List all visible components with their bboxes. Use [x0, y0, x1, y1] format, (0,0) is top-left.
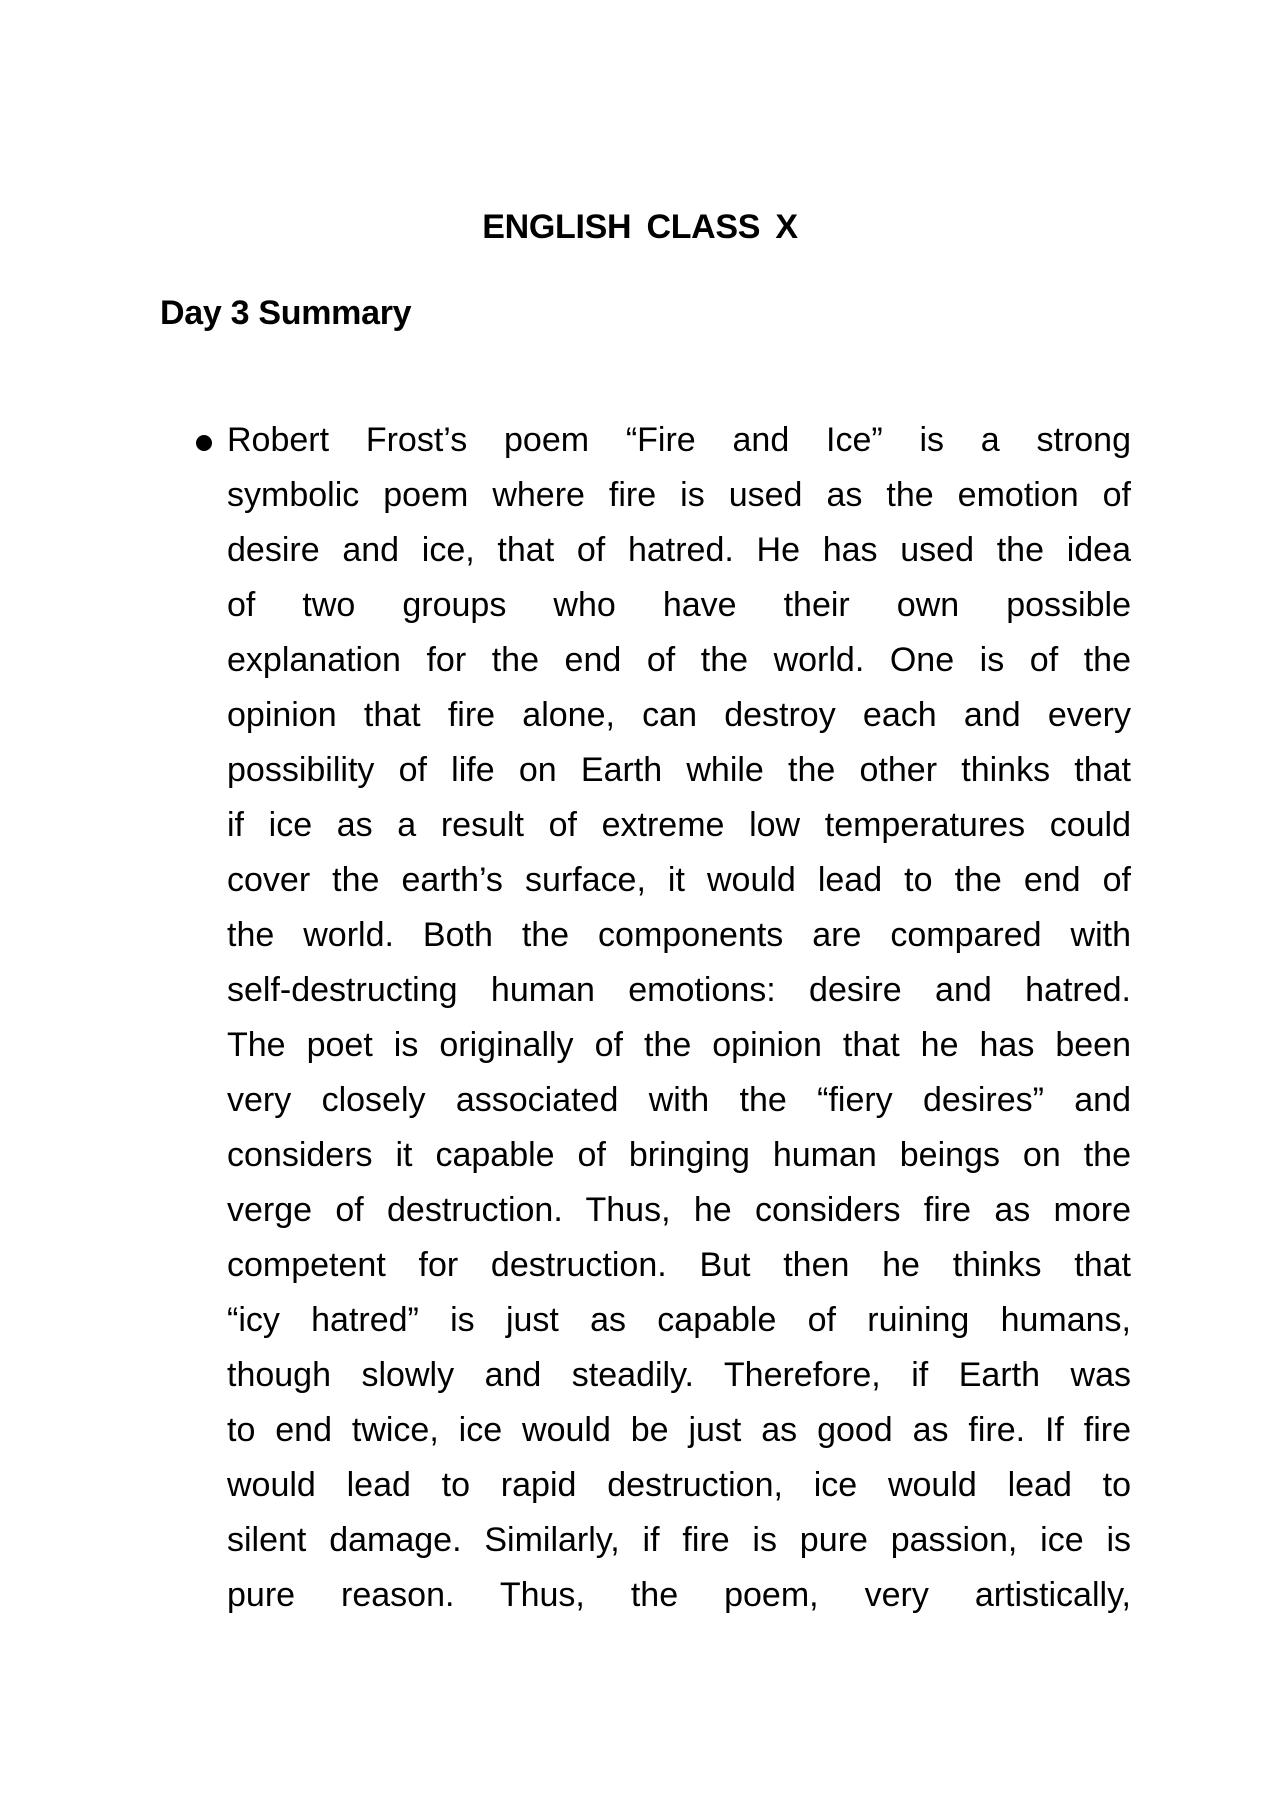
paragraph-line: pure reason. Thus, the poem, very artistically,: [227, 1576, 1131, 1614]
paragraph-line: verge of destruction. Thus, he considers fire as more: [227, 1191, 1131, 1229]
bullet-icon: [196, 435, 212, 451]
paragraph-line: possibility of life on Earth while the other thinks that: [227, 751, 1131, 789]
paragraph-line: though slowly and steadily. Therefore, if Earth was: [227, 1356, 1131, 1394]
summary-paragraph: [227, 413, 1131, 1623]
paragraph-line: cover the earth’s surface, it would lead to the end of: [227, 861, 1131, 899]
paragraph-line: self-destructing human emotions: desire and hatred.: [227, 971, 1131, 1009]
paragraph-line: if ice as a result of extreme low temperatures could: [227, 806, 1131, 844]
paragraph-line: competent for destruction. But then he thinks that: [227, 1246, 1131, 1284]
paragraph-line: Robert Frost’s poem “Fire and Ice” is a strong: [227, 421, 1131, 459]
paragraph-line: symbolic poem where fire is used as the emotion of: [227, 476, 1131, 514]
paragraph-line: silent damage. Similarly, if fire is pure passion, ice is: [227, 1521, 1131, 1559]
paragraph-line: very closely associated with the “fiery desires” and: [227, 1081, 1131, 1119]
paragraph-line: desire and ice, that of hatred. He has used the idea: [227, 531, 1131, 569]
paragraph-line: opinion that fire alone, can destroy each and every: [227, 696, 1131, 734]
paragraph-line: to end twice, ice would be just as good as fire. If fire: [227, 1411, 1131, 1449]
paragraph-line: explanation for the end of the world. One is of the: [227, 641, 1131, 679]
paragraph-line: “icy hatred” is just as capable of ruining humans,: [227, 1301, 1131, 1339]
section-heading: Day 3 Summary: [160, 294, 412, 332]
paragraph-line: would lead to rapid destruction, ice would lead to: [227, 1466, 1131, 1504]
paragraph-line: considers it capable of bringing human beings on the: [227, 1136, 1131, 1174]
paragraph-line: The poet is originally of the opinion that he has been: [227, 1026, 1131, 1064]
page-title: ENGLISH CLASS X: [482, 208, 798, 246]
paragraph-line: of two groups who have their own possible: [227, 586, 1131, 624]
paragraph-line: the world. Both the components are compared with: [227, 916, 1131, 954]
